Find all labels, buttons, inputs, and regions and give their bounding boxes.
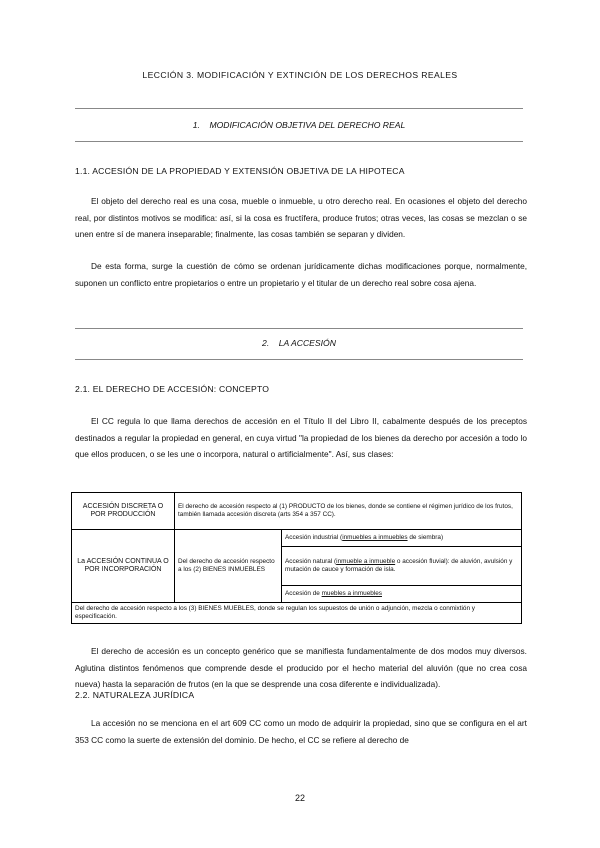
section-1-title: 1. MODIFICACIÓN OBJETIVA DEL DERECHO REAL — [192, 120, 406, 130]
paragraph-3: El CC regula lo que llama derechos de accesión en el Título II del Libro II, cabalmente después de los preceptos destinados a regular la propiedad en general, en cuya virtud "la propiedad de los bienes da derecho por accesión a todo lo que ellos producen, o se les une o incorpora, natural o artificialmente". Así, sus clases: — [75, 416, 527, 459]
accesion-continua-label: La ACCESIÓN CONTINUA O POR INCORPORACIÓN — [72, 530, 175, 603]
paragraph-4: El derecho de accesión es un concepto genérico que se manifiesta fundamentalmente de dos modos muy diversos. Aglutina distintos fenómenos que comprende desde el producido por el hecho material del aluvión (que no crea cosa nueva) hasta la separación de frutos (en la que se desprende una cosa diferente e individualizada). — [75, 646, 527, 689]
section-2-title: 2. LA ACCESIÓN — [262, 338, 336, 348]
paragraph-2: De esta forma, surge la cuestión de cómo se ordenan jurídicamente dichas modificaciones porque, normalmente, suponen un conflicto entre propietarios o entre un propietario y el titular de un derecho real sobre cosa ajena. — [75, 261, 527, 288]
accesion-discreta-label: ACCESIÓN DISCRETA O POR PRODUCCIÓN — [72, 493, 175, 530]
table-row — [72, 603, 522, 624]
table-row — [72, 530, 522, 547]
page-header: LECCIÓN 3. MODIFICACIÓN Y EXTINCIÓN DE LOS DERECHOS REALES — [142, 70, 458, 80]
divider — [75, 328, 523, 329]
paragraph-5: La accesión no se menciona en el art 609 CC como un modo de adquirir la propiedad, sino que se configura en el art 353 CC como la suerte de extensión del dominio. De hecho, el CC se refiere al derecho de — [75, 718, 527, 745]
accesion-natural-cell: Accesión natural (inmueble a inmueble o accesión fluvial): de aluvión, avulsión y mutación de cauce y formación de isla. — [282, 547, 522, 586]
accesion-industrial-cell: Accesión industrial (inmuebles a inmuebles de siembra) — [282, 530, 522, 547]
divider — [75, 108, 523, 109]
divider — [75, 359, 523, 360]
subsection-1-1-title: 1.1. ACCESIÓN DE LA PROPIEDAD Y EXTENSIÓN OBJETIVA DE LA HIPOTECA — [75, 166, 405, 176]
accession-classes-table — [71, 492, 522, 624]
paragraph-1: El objeto del derecho real es una cosa, mueble o inmueble, u otro derecho real. En ocasiones el objeto del derecho real, por distintos motivos se modifica: así, si la cosa es fructífera, produce frutos; otras veces, las cosas se mezclan o se unen entre sí de manera inseparable; finalmente, las cosas también se separan y dividen. — [75, 196, 527, 239]
accesion-muebles-cell: Accesión de muebles a inmuebles — [282, 586, 522, 603]
divider — [75, 141, 523, 142]
bienes-inmuebles-text: Del derecho de accesión respecto a los (2) BIENES INMUEBLES — [175, 530, 282, 603]
subsection-2-2-title: 2.2. NATURALEZA JURÍDICA — [75, 690, 195, 700]
bienes-muebles-text: Del derecho de accesión respecto a los (3) BIENES MUEBLES, donde se regulan los supuestos de unión o adjunción, mezcla o conmixtión y especificación. — [72, 603, 522, 624]
page-number: 22 — [294, 793, 305, 803]
table-row — [72, 493, 522, 530]
accesion-discreta-text: El derecho de accesión respecto al (1) PRODUCTO de los bienes, donde se contiene el régimen jurídico de los frutos, también llamada accesión discreta (arts 354 a 357 CC). — [175, 493, 522, 530]
subsection-2-1-title: 2.1. EL DERECHO DE ACCESIÓN: CONCEPTO — [75, 384, 270, 394]
